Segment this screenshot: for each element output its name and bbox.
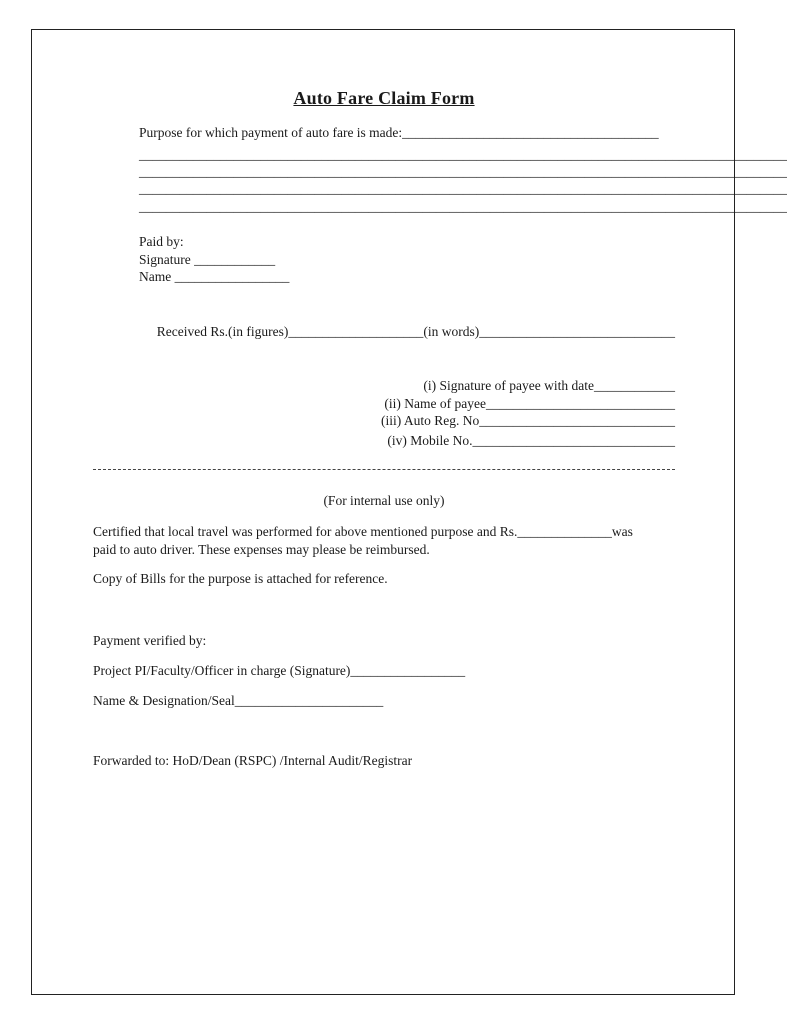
- received-amount: Received Rs.(in figures)____________________(in words)_____________________________: [156, 324, 675, 339]
- purpose-blank-line: ________________________________________________________________________________________________: [139, 181, 787, 196]
- designation-seal-line: Name & Designation/Seal______________________: [93, 693, 384, 708]
- payee-auto-reg: (iii) Auto Reg. No_____________________________: [381, 413, 675, 428]
- pi-signature-line: Project PI/Faculty/Officer in charge (Signature)_________________: [93, 663, 466, 678]
- payee-name: (ii) Name of payee____________________________: [384, 396, 675, 411]
- payee-mobile: (iv) Mobile No.______________________________: [387, 433, 675, 448]
- bills-attached-text: Copy of Bills for the purpose is attached for reference.: [93, 571, 388, 586]
- certified-text-line2: paid to auto driver. These expenses may please be reimbursed.: [93, 542, 430, 557]
- payee-signature: (i) Signature of payee with date____________: [423, 378, 675, 393]
- payment-verified-label: Payment verified by:: [93, 633, 207, 648]
- purpose-blank-line: ________________________________________________________________________________________________: [139, 164, 787, 179]
- paid-by-name: Name _________________: [139, 269, 290, 284]
- paid-by-signature: Signature ____________: [139, 252, 276, 267]
- form-title: Auto Fare Claim Form: [293, 88, 475, 108]
- internal-use-heading: (For internal use only): [323, 493, 445, 508]
- dashed-divider: [93, 469, 675, 470]
- purpose-blank-line: ________________________________________________________________________________________________: [139, 147, 787, 162]
- forwarded-to-line: Forwarded to: HoD/Dean (RSPC) /Internal Audit/Registrar: [93, 753, 413, 768]
- purpose-label: Purpose for which payment of auto fare is made:______________________________________: [139, 125, 659, 140]
- paid-by-heading: Paid by:: [139, 234, 184, 249]
- certified-text-line1: Certified that local travel was performed for above mentioned purpose and Rs.______________was: [93, 524, 633, 539]
- purpose-blank-line: ________________________________________________________________________________________________: [139, 199, 787, 214]
